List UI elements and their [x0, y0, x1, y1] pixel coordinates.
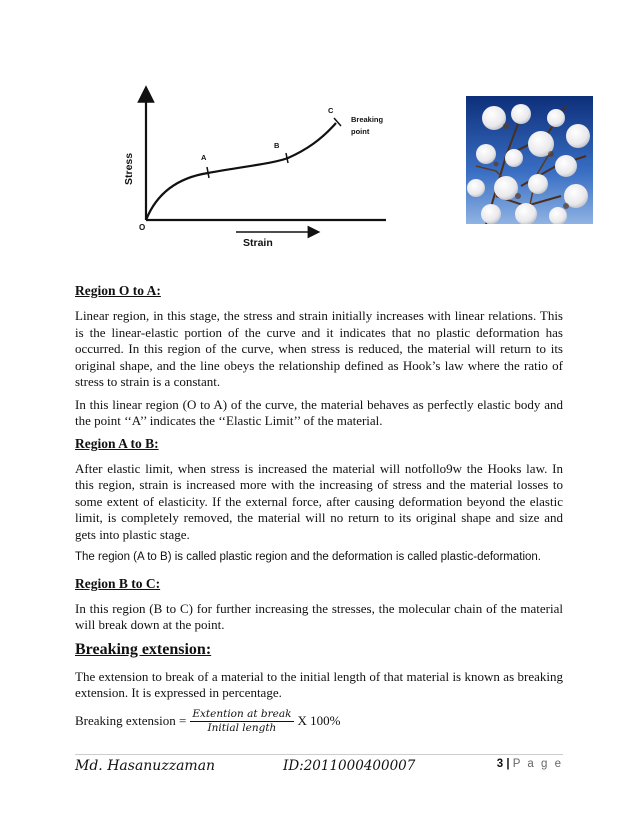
formula-fraction — [190, 708, 293, 735]
student-id: ID:2011000400007 — [283, 758, 416, 774]
x-axis-label: Strain — [243, 237, 273, 249]
author-name: Md. Hasanuzzaman — [75, 758, 216, 774]
paragraph-breaking-extension: The extension to break of a material to the initial length of that material is known as breaking extension. It is expressed in percentage. — [75, 668, 563, 700]
stress-strain-diagram — [96, 80, 416, 255]
label-point: point — [351, 127, 370, 136]
page-word: P a g e — [512, 758, 563, 770]
footer-divider — [75, 754, 563, 755]
page-indicator — [497, 758, 563, 770]
label-b: B — [274, 141, 280, 150]
page-number: 3 — [496, 758, 504, 770]
heading-region-o-a: Region O to A: — [75, 283, 161, 298]
stress-strain-curve — [146, 123, 336, 220]
formula-numerator: Extention at break — [192, 707, 292, 720]
paragraph-o-a-1: Linear region, in this stage, the stress and strain initially increases with linear relations. This is the linear-elastic portion of the curve and it indicates that no plastic deformation has occurred. In this region of the curve, when stress is reduced, the material will return to its original shape, and the line obeys the relationship defined as Hook’s law where the ratio of stress to strain is a constant. — [75, 308, 563, 389]
formula-denominator: Initial length — [207, 721, 277, 734]
cotton-bolls-image — [466, 96, 593, 224]
label-c: C — [328, 106, 334, 115]
tick-b — [286, 153, 288, 163]
formula-rhs: X 100% — [297, 713, 341, 728]
label-a: A — [201, 153, 207, 162]
paragraph-a-b-2: The region (A to B) is called plastic region and the deformation is called plastic-deformation. — [75, 551, 541, 563]
label-origin: O — [139, 223, 146, 232]
cotton-photo — [466, 96, 593, 224]
page-separator: | — [506, 758, 510, 770]
label-breaking: Breaking — [351, 115, 384, 124]
paragraph-a-b-1: After elastic limit, when stress is increased the material will notfollo9w the Hooks law. In this region, strain is increased more with the increasing of stress and the material losses to some extent of elasticity. If the external force, after causing deformation beyond the elastic limit, is completely removed, the material will no return to its original shape and size and gets into plastic stage. — [75, 460, 563, 542]
formula-lhs: Breaking extension = — [75, 713, 187, 728]
page-content — [75, 283, 563, 735]
breaking-extension-formula — [75, 708, 563, 735]
stress-strain-figure — [96, 80, 416, 255]
heading-region-b-c: Region B to C: — [75, 575, 161, 591]
page-footer — [75, 758, 563, 778]
y-axis-label: Stress — [123, 152, 135, 185]
tick-a — [207, 167, 209, 178]
paragraph-b-c-1: In this region (B to C) for further increasing the stresses, the molecular chain of the material will break down at the point. — [75, 600, 563, 632]
heading-region-a-b: Region A to B: — [75, 435, 159, 451]
heading-breaking-extension: Breaking extension: — [75, 640, 212, 658]
paragraph-o-a-2: In this linear region (O to A) of the curve, the material behaves as perfectly elastic body and the point ‘‘A’’ indicates the ‘‘Elastic Limit’’ of the material. — [75, 396, 563, 428]
